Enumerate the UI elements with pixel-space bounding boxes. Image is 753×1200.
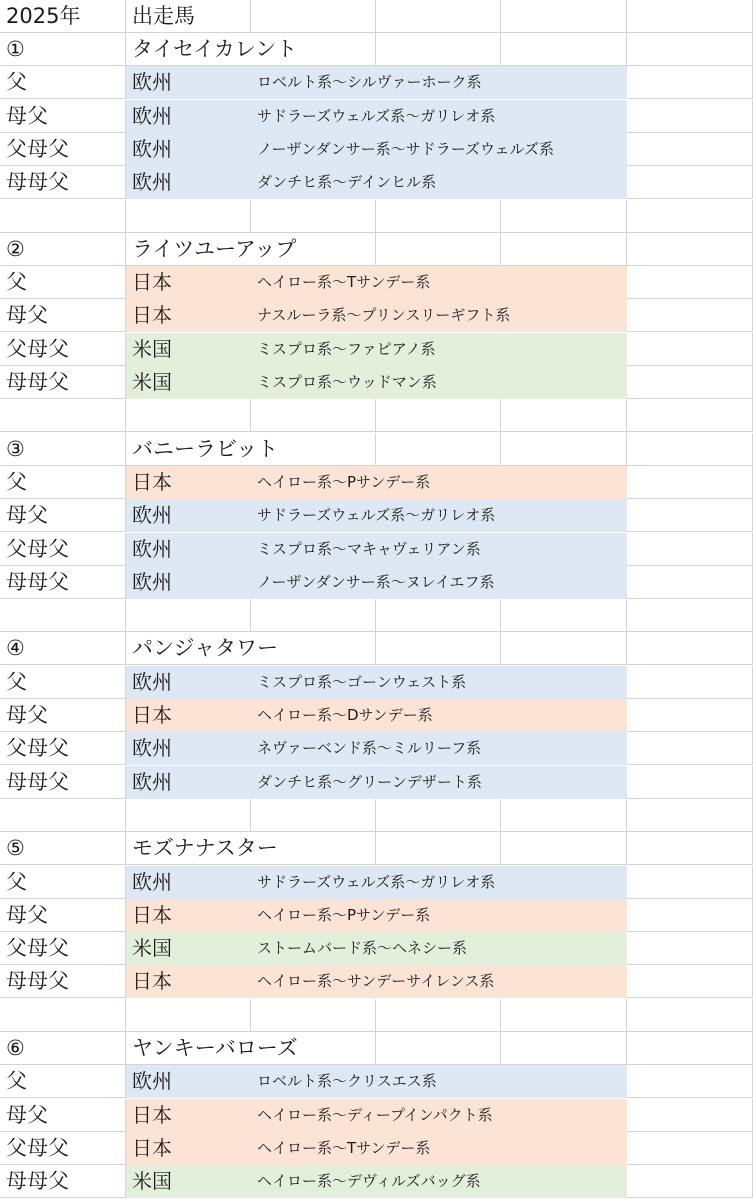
cell-empty[interactable] xyxy=(251,832,376,865)
cell-region[interactable] xyxy=(126,66,251,99)
cell-empty[interactable] xyxy=(251,200,376,233)
cell-empty[interactable] xyxy=(0,799,126,832)
cell-region[interactable] xyxy=(126,499,251,532)
cell-empty[interactable] xyxy=(251,399,376,432)
cell-role[interactable] xyxy=(0,899,126,932)
cell-role[interactable] xyxy=(0,1099,126,1132)
cell-empty[interactable] xyxy=(0,399,126,432)
pedigree-region: 日本 xyxy=(132,969,172,994)
horse-number: ③ xyxy=(6,436,25,461)
horse-number: ⑤ xyxy=(6,836,25,861)
pedigree-role: 母母父 xyxy=(6,969,69,994)
cell-empty[interactable] xyxy=(627,466,753,499)
pedigree-row xyxy=(0,333,753,366)
cell-role[interactable] xyxy=(0,466,126,499)
pedigree-role: 母母父 xyxy=(6,370,69,394)
pedigree-lineage: ロベルト系〜クリスエス系 xyxy=(257,1072,437,1091)
cell-empty[interactable] xyxy=(376,200,501,233)
horse-name: タイセイカレント xyxy=(132,37,298,61)
cell-empty[interactable] xyxy=(627,66,753,99)
cell-role[interactable] xyxy=(0,965,126,998)
pedigree-lineage: ミスプロ系〜ウッドマン系 xyxy=(257,373,437,391)
pedigree-role: 母母父 xyxy=(6,769,69,794)
cell-empty[interactable] xyxy=(376,0,501,33)
cell-region[interactable] xyxy=(126,266,251,299)
cell-empty[interactable] xyxy=(126,799,251,832)
cell-role[interactable] xyxy=(0,866,126,899)
cell-role[interactable] xyxy=(0,1065,126,1098)
pedigree-row xyxy=(0,466,753,499)
cell-empty[interactable] xyxy=(627,899,753,932)
cell-horse-name[interactable] xyxy=(126,33,298,66)
cell-horse-name[interactable] xyxy=(126,433,279,466)
pedigree-row xyxy=(0,965,753,998)
cell-region[interactable] xyxy=(126,666,251,699)
pedigree-lineage: ミスプロ系〜ゴーンウェスト系 xyxy=(257,672,467,691)
cell-empty[interactable] xyxy=(627,533,753,566)
cell-region[interactable] xyxy=(126,299,251,332)
cell-region[interactable] xyxy=(126,466,251,499)
cell-horse-name[interactable] xyxy=(126,832,278,865)
cell-role[interactable] xyxy=(0,100,126,133)
pedigree-row xyxy=(0,1099,753,1132)
year-label: 2025年 xyxy=(6,4,81,28)
cell-horse-name[interactable] xyxy=(126,632,279,665)
pedigree-role: 母父 xyxy=(6,1102,48,1127)
pedigree-region: 欧州 xyxy=(132,136,172,161)
pedigree-row xyxy=(0,166,753,199)
pedigree-role: 父母父 xyxy=(6,336,69,361)
pedigree-row xyxy=(0,899,753,932)
cell-role[interactable] xyxy=(0,666,126,699)
cell-year[interactable] xyxy=(0,0,126,33)
cell-empty[interactable] xyxy=(376,33,501,66)
cell-horse-number[interactable] xyxy=(0,233,126,266)
pedigree-row xyxy=(0,366,753,399)
cell-empty[interactable] xyxy=(0,200,126,233)
cell-horse-number[interactable] xyxy=(0,433,126,466)
cell-empty[interactable] xyxy=(376,632,501,665)
cell-region[interactable] xyxy=(126,866,251,899)
pedigree-role: 母母父 xyxy=(6,1169,69,1194)
cell-region[interactable] xyxy=(126,1065,251,1098)
cell-empty[interactable] xyxy=(627,1165,753,1198)
cell-empty[interactable] xyxy=(627,0,753,33)
pedigree-row xyxy=(0,299,753,332)
cell-region[interactable] xyxy=(126,766,251,799)
cell-empty[interactable] xyxy=(501,599,627,632)
pedigree-row xyxy=(0,932,753,965)
pedigree-lineage: ノーザンダンサー系〜ヌレイエフ系 xyxy=(257,572,495,591)
cell-empty[interactable] xyxy=(627,233,753,266)
spacer-row xyxy=(0,599,753,632)
cell-empty[interactable] xyxy=(501,632,627,665)
pedigree-region: 欧州 xyxy=(132,536,172,561)
pedigree-role: 母母父 xyxy=(6,569,69,594)
cell-empty[interactable] xyxy=(627,866,753,899)
cell-empty[interactable] xyxy=(376,399,501,432)
pedigree-row xyxy=(0,266,753,299)
horse-number: ④ xyxy=(6,636,25,661)
cell-region[interactable] xyxy=(126,1099,251,1132)
cell-empty[interactable] xyxy=(126,399,251,432)
cell-empty[interactable] xyxy=(126,200,251,233)
cell-empty[interactable] xyxy=(251,33,376,66)
cell-empty[interactable] xyxy=(376,233,501,266)
cell-region[interactable] xyxy=(126,100,251,133)
pedigree-role: 母父 xyxy=(6,103,48,128)
cell-empty[interactable] xyxy=(251,433,376,466)
pedigree-region: 欧州 xyxy=(132,503,172,528)
pedigree-lineage: サドラーズウェルズ系〜ガリレオ系 xyxy=(257,506,496,525)
horse-number: ① xyxy=(6,37,25,61)
cell-empty[interactable] xyxy=(627,999,753,1032)
cell-role[interactable] xyxy=(0,533,126,566)
cell-region[interactable] xyxy=(126,366,251,399)
pedigree-region: 日本 xyxy=(132,270,172,295)
pedigree-role: 母父 xyxy=(6,503,48,528)
title-label: 出走馬 xyxy=(132,4,195,28)
cell-empty[interactable] xyxy=(501,233,627,266)
cell-empty[interactable] xyxy=(627,33,753,66)
pedigree-region: 日本 xyxy=(132,1135,172,1160)
cell-horse-number[interactable] xyxy=(0,832,126,865)
pedigree-row xyxy=(0,66,753,99)
spacer-row xyxy=(0,799,753,832)
cell-empty[interactable] xyxy=(627,965,753,998)
pedigree-region: 欧州 xyxy=(132,70,172,95)
pedigree-lineage: ノーザンダンサー系〜サドラーズウェルズ系 xyxy=(257,139,555,158)
cell-region[interactable] xyxy=(126,899,251,932)
cell-empty[interactable] xyxy=(501,832,627,865)
cell-empty[interactable] xyxy=(627,1099,753,1132)
cell-empty[interactable] xyxy=(627,433,753,466)
cell-empty[interactable] xyxy=(501,200,627,233)
pedigree-region: 欧州 xyxy=(132,569,172,594)
pedigree-region: 日本 xyxy=(132,902,172,927)
cell-empty[interactable] xyxy=(376,599,501,632)
pedigree-region: 日本 xyxy=(132,469,172,494)
pedigree-row xyxy=(0,1065,753,1098)
pedigree-region: 米国 xyxy=(132,370,172,394)
cell-empty[interactable] xyxy=(627,566,753,599)
cell-empty[interactable] xyxy=(627,732,753,765)
pedigree-lineage: サドラーズウェルズ系〜ガリレオ系 xyxy=(257,106,496,125)
cell-empty[interactable] xyxy=(251,233,376,266)
cell-region[interactable] xyxy=(126,932,251,965)
pedigree-role: 父母父 xyxy=(6,536,69,561)
cell-empty[interactable] xyxy=(0,999,126,1032)
pedigree-region: 日本 xyxy=(132,303,172,328)
cell-empty[interactable] xyxy=(251,999,376,1032)
cell-role[interactable] xyxy=(0,566,126,599)
pedigree-lineage: ネヴァーベンド系〜ミルリーフ系 xyxy=(257,739,482,758)
horse-name: バニーラビット xyxy=(132,436,279,461)
pedigree-role: 父 xyxy=(6,270,27,295)
pedigree-role: 父 xyxy=(6,70,27,95)
pedigree-lineage: ヘイロー系〜デヴィルズバッグ系 xyxy=(257,1172,481,1191)
pedigree-role: 母母父 xyxy=(6,170,69,195)
pedigree-region: 欧州 xyxy=(132,170,172,195)
cell-empty[interactable] xyxy=(376,1032,501,1065)
cell-role[interactable] xyxy=(0,299,126,332)
cell-empty[interactable] xyxy=(627,932,753,965)
cell-role[interactable] xyxy=(0,699,126,732)
pedigree-region: 欧州 xyxy=(132,869,172,894)
pedigree-row xyxy=(0,100,753,133)
pedigree-region: 欧州 xyxy=(132,1069,172,1094)
cell-role[interactable] xyxy=(0,732,126,765)
cell-role[interactable] xyxy=(0,333,126,366)
cell-region[interactable] xyxy=(126,732,251,765)
cell-horse-number[interactable] xyxy=(0,632,126,665)
cell-empty[interactable] xyxy=(627,499,753,532)
cell-empty[interactable] xyxy=(376,433,501,466)
cell-role[interactable] xyxy=(0,366,126,399)
cell-region[interactable] xyxy=(126,166,251,199)
pedigree-region: 欧州 xyxy=(132,103,172,128)
cell-horse-number[interactable] xyxy=(0,1032,126,1065)
pedigree-region: 日本 xyxy=(132,703,172,727)
cell-empty[interactable] xyxy=(501,399,627,432)
cell-empty[interactable] xyxy=(627,832,753,865)
cell-region[interactable] xyxy=(126,1132,251,1165)
cell-horse-name[interactable] xyxy=(126,1032,298,1065)
cell-horse-name[interactable] xyxy=(126,233,297,266)
cell-empty[interactable] xyxy=(627,632,753,665)
pedigree-row xyxy=(0,1132,753,1165)
pedigree-row xyxy=(0,133,753,166)
cell-title[interactable] xyxy=(126,0,251,33)
cell-empty[interactable] xyxy=(627,1065,753,1098)
spacer-row xyxy=(0,200,753,233)
pedigree-role: 母父 xyxy=(6,303,48,328)
cell-empty[interactable] xyxy=(126,599,251,632)
horse-name-row xyxy=(0,33,753,66)
cell-empty[interactable] xyxy=(251,799,376,832)
cell-empty[interactable] xyxy=(501,999,627,1032)
pedigree-region: 米国 xyxy=(132,936,172,961)
cell-role[interactable] xyxy=(0,66,126,99)
cell-region[interactable] xyxy=(126,533,251,566)
pedigree-lineage: ヘイロー系〜ディープインパクト系 xyxy=(257,1105,493,1124)
pedigree-row xyxy=(0,866,753,899)
cell-empty[interactable] xyxy=(627,666,753,699)
cell-region[interactable] xyxy=(126,133,251,166)
cell-empty[interactable] xyxy=(501,799,627,832)
spacer-row xyxy=(0,999,753,1032)
cell-empty[interactable] xyxy=(627,333,753,366)
pedigree-lineage: サドラーズウェルズ系〜ガリレオ系 xyxy=(257,872,496,891)
cell-empty[interactable] xyxy=(501,33,627,66)
pedigree-lineage: ダンチヒ系〜グリーンデザート系 xyxy=(257,772,482,791)
cell-empty[interactable] xyxy=(627,200,753,233)
pedigree-role: 父母父 xyxy=(6,136,69,161)
cell-role[interactable] xyxy=(0,266,126,299)
pedigree-role: 父母父 xyxy=(6,936,69,961)
spacer-row xyxy=(0,399,753,432)
horse-name: モズナナスター xyxy=(132,836,278,861)
cell-role[interactable] xyxy=(0,1132,126,1165)
pedigree-lineage: ストームバード系〜ヘネシー系 xyxy=(257,939,468,958)
cell-empty[interactable] xyxy=(376,832,501,865)
horse-name: ライツユーアップ xyxy=(132,236,297,261)
cell-empty[interactable] xyxy=(627,1032,753,1065)
pedigree-lineage: ヘイロー系〜Pサンデー系 xyxy=(257,472,431,491)
cell-role[interactable] xyxy=(0,166,126,199)
cell-region[interactable] xyxy=(126,965,251,998)
cell-empty[interactable] xyxy=(251,599,376,632)
pedigree-lineage: ミスプロ系〜マキャヴェリアン系 xyxy=(257,539,481,558)
pedigree-region: 米国 xyxy=(132,336,172,361)
cell-empty[interactable] xyxy=(627,399,753,432)
cell-empty[interactable] xyxy=(501,1032,627,1065)
cell-region[interactable] xyxy=(126,699,251,732)
horse-name-row xyxy=(0,233,753,266)
pedigree-role: 父 xyxy=(6,869,27,894)
pedigree-lineage: ミスプロ系〜ファピアノ系 xyxy=(257,339,436,358)
horse-number: ⑥ xyxy=(6,1036,25,1060)
cell-role[interactable] xyxy=(0,499,126,532)
pedigree-role: 父 xyxy=(6,669,27,694)
cell-role[interactable] xyxy=(0,1165,126,1198)
pedigree-row xyxy=(0,699,753,732)
cell-empty[interactable] xyxy=(627,599,753,632)
cell-region[interactable] xyxy=(126,1165,251,1198)
cell-empty[interactable] xyxy=(627,366,753,399)
pedigree-region: 欧州 xyxy=(132,736,172,761)
pedigree-region: 欧州 xyxy=(132,769,172,794)
horse-name-row xyxy=(0,632,753,665)
cell-empty[interactable] xyxy=(627,766,753,799)
cell-empty[interactable] xyxy=(376,999,501,1032)
cell-empty[interactable] xyxy=(376,799,501,832)
cell-empty[interactable] xyxy=(251,632,376,665)
pedigree-row xyxy=(0,499,753,532)
horse-name: パンジャタワー xyxy=(132,636,279,661)
pedigree-lineage: ヘイロー系〜Tサンデー系 xyxy=(257,273,431,292)
cell-horse-number[interactable] xyxy=(0,33,126,66)
pedigree-role: 母父 xyxy=(6,902,48,927)
cell-role[interactable] xyxy=(0,133,126,166)
pedigree-region: 日本 xyxy=(132,1102,172,1127)
pedigree-role: 父母父 xyxy=(6,1135,69,1160)
cell-region[interactable] xyxy=(126,566,251,599)
cell-empty[interactable] xyxy=(627,1132,753,1165)
cell-empty[interactable] xyxy=(251,1032,376,1065)
pedigree-lineage: ヘイロー系〜Pサンデー系 xyxy=(257,905,431,924)
horse-name-row xyxy=(0,433,753,466)
cell-role[interactable] xyxy=(0,766,126,799)
cell-empty[interactable] xyxy=(251,0,376,33)
pedigree-region: 欧州 xyxy=(132,669,172,694)
pedigree-lineage: ロベルト系〜シルヴァーホーク系 xyxy=(257,73,482,92)
pedigree-lineage: ヘイロー系〜サンデーサイレンス系 xyxy=(257,972,495,991)
cell-empty[interactable] xyxy=(627,799,753,832)
cell-empty[interactable] xyxy=(627,299,753,332)
cell-empty[interactable] xyxy=(126,999,251,1032)
cell-empty[interactable] xyxy=(627,699,753,732)
pedigree-row xyxy=(0,732,753,765)
cell-empty[interactable] xyxy=(627,133,753,166)
header-row xyxy=(0,0,753,33)
pedigree-lineage: ナスルーラ系〜プリンスリーギフト系 xyxy=(257,306,511,325)
cell-empty[interactable] xyxy=(501,0,627,33)
pedigree-row xyxy=(0,533,753,566)
pedigree-lineage: ヘイロー系〜Dサンデー系 xyxy=(257,706,433,724)
pedigree-lineage: ヘイロー系〜Tサンデー系 xyxy=(257,1138,431,1157)
cell-empty[interactable] xyxy=(0,599,126,632)
cell-empty[interactable] xyxy=(501,433,627,466)
pedigree-role: 父母父 xyxy=(6,736,69,761)
cell-region[interactable] xyxy=(126,333,251,366)
pedigree-role: 父 xyxy=(6,1069,27,1094)
horse-name: ヤンキーバローズ xyxy=(132,1036,298,1060)
pedigree-lineage: ダンチヒ系〜デインヒル系 xyxy=(257,173,437,192)
cell-empty[interactable] xyxy=(627,100,753,133)
pedigree-row xyxy=(0,666,753,699)
cell-empty[interactable] xyxy=(627,166,753,199)
horse-name-row xyxy=(0,832,753,865)
pedigree-row xyxy=(0,566,753,599)
pedigree-row xyxy=(0,766,753,799)
cell-empty[interactable] xyxy=(627,266,753,299)
horse-number: ② xyxy=(6,236,25,261)
pedigree-row xyxy=(0,1165,753,1198)
cell-role[interactable] xyxy=(0,932,126,965)
pedigree-role: 母父 xyxy=(6,703,48,727)
horse-name-row xyxy=(0,1032,753,1065)
pedigree-role: 父 xyxy=(6,469,27,494)
pedigree-region: 米国 xyxy=(132,1169,172,1194)
